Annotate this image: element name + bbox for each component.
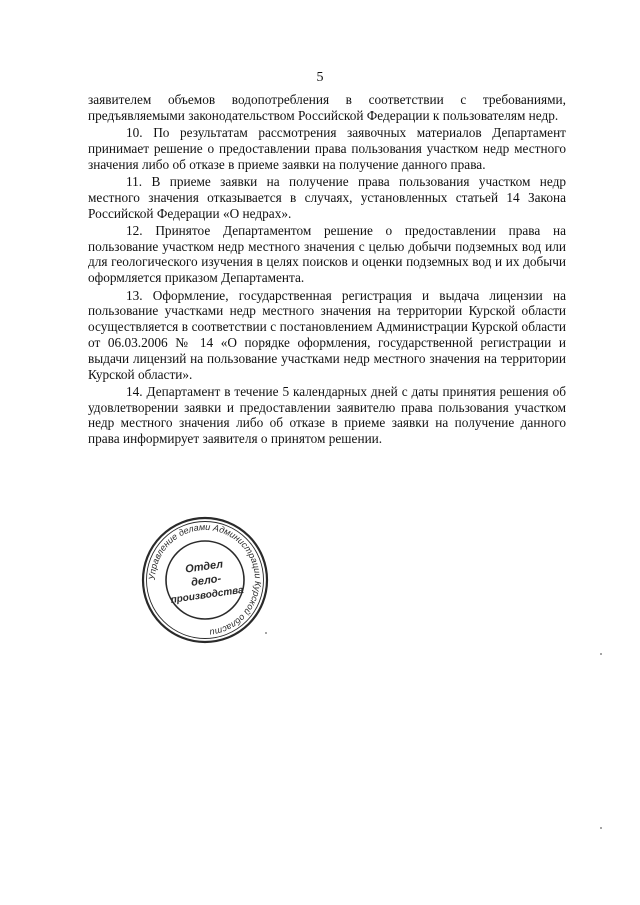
paragraph-13: 13. Оформление, государственная регистрация и выдача лицензии на пользование участками недр местного значения на территории Курской области осуществляется в соответствии с постановлением Администрации Курской области от 06.03.2006 № 14 «О порядке оформления, государственной регистрации и выдачи лицензий на пользование участками недр местного значения на территории Курской области».: [88, 287, 566, 382]
paragraph-12: 12. Принятое Департаментом решение о предоставлении права на пользование участком недр местного значения с целью добычи подземных вод или для геологического изучения в целях поисков и оценки подземных вод и их добычи оформляется приказом Департамента.: [88, 222, 566, 286]
paragraph-14: 14. Департамент в течение 5 календарных дней с даты принятия решения об удовлетворении заявки и предоставлении заявителю права пользования участком недр местного значения либо об отказе в приеме заявки на получение данного права информирует заявителя о принятом решении.: [88, 383, 566, 447]
scan-speck: [600, 653, 602, 655]
paragraph-11: 11. В приеме заявки на получение права пользования участком недр местного значения отказывается в случаях, установленных статьей 14 Закона Российской Федерации «О недрах».: [88, 173, 566, 221]
scan-speck: [265, 632, 267, 634]
stamp-graphic: [140, 515, 270, 645]
document-body: [88, 92, 566, 449]
paragraph-10: 10. По результатам рассмотрения заявочных материалов Департамент принимает решение о предоставлении права пользования участком недр местного значения либо об отказе в приеме заявки на получение данного права.: [88, 125, 566, 172]
stamp-center-line-3: производства: [169, 584, 245, 606]
stamp-ring-text: Управление делами Администрации Курской области: [146, 521, 264, 638]
scan-speck: [600, 827, 602, 829]
paragraph-continuation: заявителем объемов водопотребления в соответствии с требованиями, предъявляемыми законодательством Российской Федерации к пользователям недр.: [88, 92, 566, 123]
stamp-center-line-2: дело-: [190, 572, 222, 589]
office-stamp: [140, 515, 270, 645]
page-number: 5: [316, 70, 324, 85]
stamp-center-line-1: Отдел: [184, 558, 224, 576]
